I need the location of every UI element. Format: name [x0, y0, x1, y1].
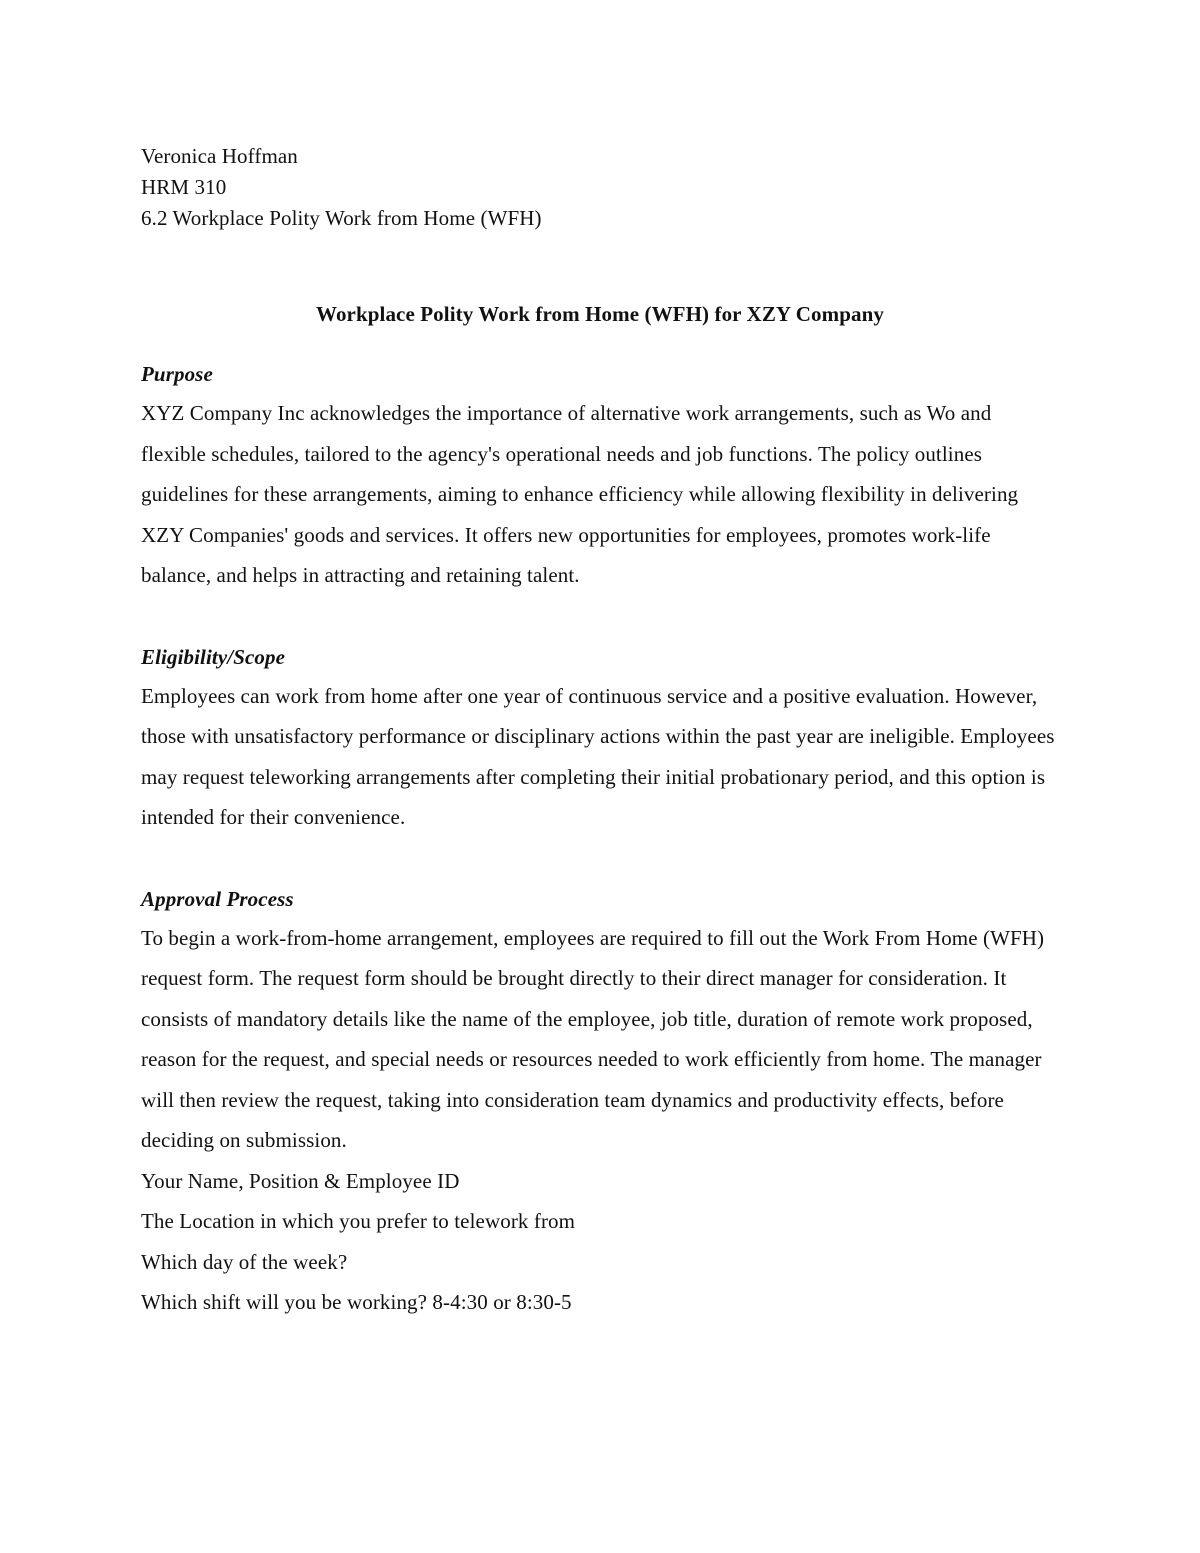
course-code: HRM 310 — [141, 175, 227, 199]
approval-heading: Approval Process — [141, 886, 294, 911]
purpose-paragraph: XYZ Company Inc acknowledges the importance of alternative work arrangements, such as Wo and flexible schedules, tailored to the agency's operational needs and job functions. The policy outlines guidelines for these arrangements, aiming to enhance efficiency while allowing flexibility in delivering XZY Companies' goods and services. It offers new opportunities for employees, promotes work-life balance, and helps in attracting and retaining talent. — [141, 401, 1019, 587]
eligibility-paragraph: Employees can work from home after one year of continuous service and a positive evaluation. However, those with unsatisfactory performance or disciplinary actions within the past year are ineligible. Employees may request teleworking arrangements after completing their initial probationary period, and this option is intended for their convenience. — [141, 683, 1055, 829]
author-name: Veronica Hoffman — [141, 144, 298, 168]
document-title: Workplace Polity Work from Home (WFH) for XZY Company — [316, 302, 884, 326]
form-field-location: The Location in which you prefer to telework from — [141, 1209, 576, 1233]
assignment-title: 6.2 Workplace Polity Work from Home (WFH) — [141, 206, 542, 230]
form-field-name: Your Name, Position & Employee ID — [141, 1168, 460, 1193]
form-field-shift: Which shift will you be working? 8-4:30 or 8:30-5 — [141, 1290, 572, 1314]
document-content — [141, 141, 1059, 1323]
form-field-day: Which day of the week? — [141, 1249, 348, 1274]
approval-paragraph: To begin a work-from-home arrangement, employees are required to fill out the Work From Home (WFH) request form. The request form should be brought directly to their direct manager for consideration. It consists of mandatory details like the name of the employee, job title, duration of remote work proposed, reason for the request, and special needs or resources needed to work efficiently from home. The manager will then review the request, taking into consideration team dynamics and productivity effects, before deciding on submission. — [141, 925, 1045, 1152]
eligibility-heading: Eligibility/Scope — [141, 644, 286, 669]
purpose-heading: Purpose — [141, 362, 213, 386]
